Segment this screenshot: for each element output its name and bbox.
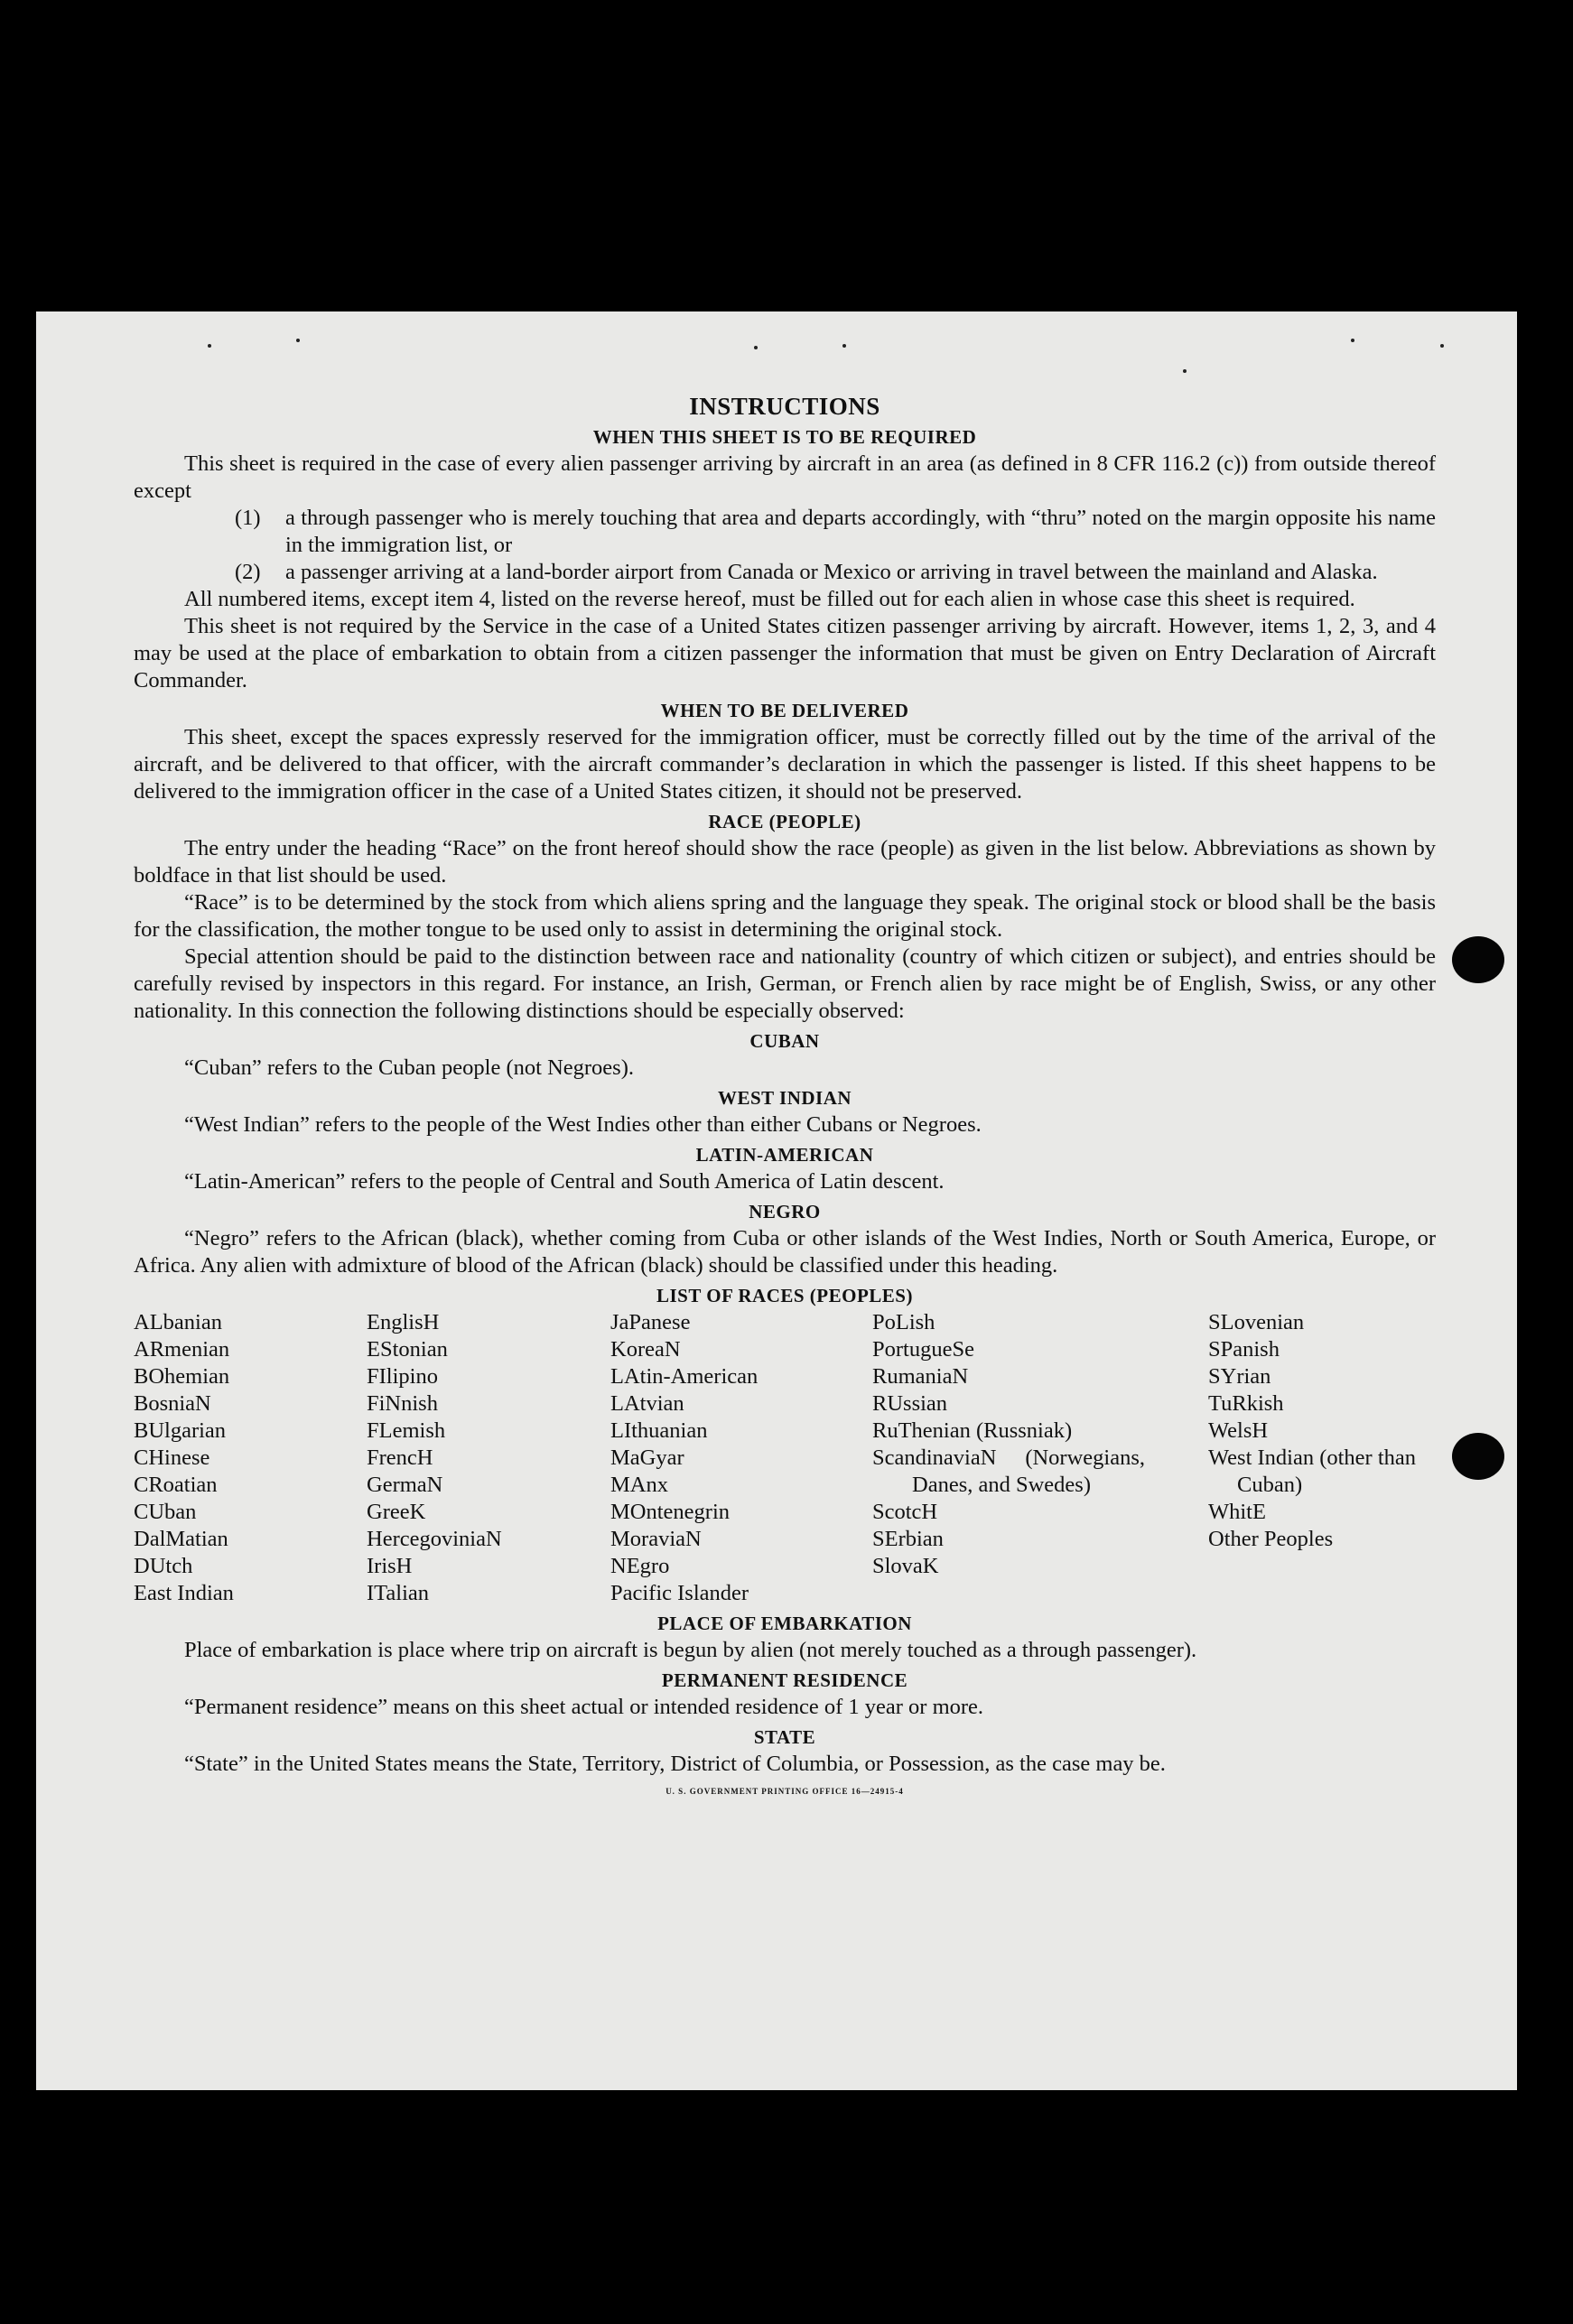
paragraph: This sheet is required in the case of every alien passenger arriving by aircraft in an area (as defined in 8 CFR 116.2 (c)) from outside thereof except [134,451,1436,503]
paragraph: “West Indian” refers to the people of the West Indies other than either Cubans or Negroes. [184,1112,982,1137]
printer-imprint: U. S. GOVERNMENT PRINTING OFFICE 16—24915-4 [666,1787,904,1796]
race-entry: SErbian [872,1527,944,1551]
race-entry: LAtvian [610,1391,684,1416]
race-entry: EnglisH [367,1310,440,1334]
race-entry: EStonian [367,1337,448,1362]
race-entry: MoraviaN [610,1527,702,1551]
race-entry: HercegoviniaN [367,1527,502,1551]
race-entry: IrisH [367,1554,413,1578]
paragraph: Place of embarkation is place where trip on aircraft is begun by alien (not merely touched as a through passenger). [184,1638,1197,1662]
heading-cuban: CUBAN [749,1030,820,1052]
race-entry: SPanish [1208,1337,1280,1362]
paragraph: “Latin-American” refers to the people of Central and South America of Latin descent. [184,1169,945,1194]
speck [842,344,846,348]
heading-latin-american: LATIN-AMERICAN [695,1144,874,1166]
races-column [134,1309,367,1607]
races-column [610,1309,872,1607]
item-text: a through passenger who is merely touching that area and departs accordingly, with “thru” noted on the margin opposite his name in the immigration list, or [285,506,1436,557]
race-entry: BosniaN [134,1391,211,1416]
race-entry: Other Peoples [1208,1527,1334,1551]
heading-negro: NEGRO [749,1201,821,1222]
race-entry: MAnx [610,1473,668,1497]
races-column [1208,1309,1436,1607]
list-item [235,505,1436,559]
race-entry: MaGyar [610,1446,684,1470]
race-entry: CUban [134,1500,197,1524]
race-entry: FLemish [367,1418,446,1443]
race-entry: East Indian [134,1581,234,1605]
race-entry: ScotcH [872,1500,938,1524]
race-entry: RuThenian (Russniak) [872,1418,1073,1443]
race-entry: MOntenegrin [610,1500,730,1524]
race-entry: RUssian [872,1391,948,1416]
paragraph: “Cuban” refers to the Cuban people (not Negroes). [184,1055,634,1080]
race-entry: SLovenian [1208,1310,1305,1334]
race-entry: FiNnish [367,1391,438,1416]
race-entry: KoreaN [610,1337,681,1362]
race-entry: LIthuanian [610,1418,708,1443]
race-entry: TuRkish [1208,1391,1284,1416]
races-column [367,1309,610,1607]
heading-required: WHEN THIS SHEET IS TO BE REQUIRED [592,426,977,448]
speck [1183,369,1187,373]
punch-hole [1452,1433,1504,1480]
heading-embarkation: PLACE OF EMBARKATION [657,1613,912,1634]
heading-west-indian: WEST INDIAN [717,1087,852,1109]
heading-residence: PERMANENT RESIDENCE [661,1669,908,1691]
paragraph: “State” in the United States means the State, Territory, District of Columbia, or Possession, as the case may be. [184,1752,1166,1776]
race-entry: FrencH [367,1446,433,1470]
race-entry: GermaN [367,1473,443,1497]
race-entry: DalMatian [134,1527,228,1551]
race-entry: NEgro [610,1554,670,1578]
race-entry: BUlgarian [134,1418,227,1443]
race-entry: SYrian [1208,1364,1271,1389]
race-entry: WelsH [1208,1418,1269,1443]
speck [1440,344,1444,348]
race-entry: Pacific Islander [610,1581,749,1605]
race-entry: ScandinaviaN (Norwegians, Danes, and Swedes) [872,1446,1145,1497]
paragraph: “Permanent residence” means on this sheet actual or intended residence of 1 year or more. [184,1695,984,1719]
paragraph: Special attention should be paid to the distinction between race and nationality (country of which citizen or subject), and entries should be carefully revised by inspectors in this regard. For instance, an Irish, German, or French alien by race might be of English, Swiss, or any other nationality. In this connection the following distinctions should be especially observed: [134,944,1436,1023]
race-entry: RumaniaN [872,1364,969,1389]
paragraph: The entry under the heading “Race” on the front hereof should show the race (people) as given in the list below. Abbreviations as shown by boldface in that list should be used. [134,836,1436,888]
speck [754,346,758,349]
race-entry: ALbanian [134,1310,222,1334]
race-entry: PoLish [872,1310,935,1334]
punch-hole [1452,936,1504,983]
item-number: (2) [235,560,261,584]
paragraph: All numbered items, except item 4, listed on the reverse hereof, must be filled out for each alien in whose case this sheet is required. [184,587,1355,611]
race-entry: BOhemian [134,1364,230,1389]
race-entry: PortugueSe [872,1337,974,1362]
document-page [36,311,1517,2090]
list-item [235,559,1436,586]
paragraph: This sheet is not required by the Service in the case of a United States citizen passenger arriving by aircraft. However, items 1, 2, 3, and 4 may be used at the place of embarkation to obtain from a citizen passenger the information that must be given on Entry Declaration of Aircraft Commander. [134,614,1436,693]
race-entry: LAtin-American [610,1364,759,1389]
race-entry: CRoatian [134,1473,218,1497]
heading-list-of-races: LIST OF RACES (PEOPLES) [656,1285,913,1306]
race-entry: FIlipino [367,1364,438,1389]
race-entry: ITalian [367,1581,430,1605]
race-entry: CHinese [134,1446,210,1470]
item-text: a passenger arriving at a land-border airport from Canada or Mexico or arriving in travel between the mainland and Alaska. [285,560,1378,584]
page-title: INSTRUCTIONS [689,393,880,420]
paragraph: This sheet, except the spaces expressly reserved for the immigration officer, must be correctly filled out by the time of the arrival of the aircraft, and be delivered to that officer, with the aircraft commander’s declaration in which the passenger is listed. If this sheet happens to be delivered to the immigration officer in the case of a United States citizen, it should not be preserved. [134,725,1436,804]
heading-delivered: WHEN TO BE DELIVERED [660,700,909,721]
race-entry: SlovaK [872,1554,939,1578]
races-list [134,1309,1436,1607]
race-entry: JaPanese [610,1310,691,1334]
speck [1351,339,1354,342]
speck [296,339,300,342]
race-entry: DUtch [134,1554,193,1578]
item-number: (1) [235,506,261,530]
paragraph: “Negro” refers to the African (black), whether coming from Cuba or other islands of the West Indies, North or South America, Europe, or Africa. Any alien with admixture of blood of the African (black) should be classified under this heading. [134,1226,1436,1278]
race-entry: GreeK [367,1500,426,1524]
race-entry: West Indian (other than Cuban) [1208,1446,1417,1497]
heading-race: RACE (PEOPLE) [708,811,861,832]
heading-state: STATE [753,1726,816,1748]
race-entry: ARmenian [134,1337,230,1362]
paragraph: “Race” is to be determined by the stock from which aliens spring and the language they speak. The original stock or blood shall be the basis for the classification, the mother tongue to be used only to assist in determining the original stock. [134,890,1436,942]
speck [208,344,211,348]
races-column [872,1309,1208,1607]
race-entry: WhitE [1208,1500,1266,1524]
